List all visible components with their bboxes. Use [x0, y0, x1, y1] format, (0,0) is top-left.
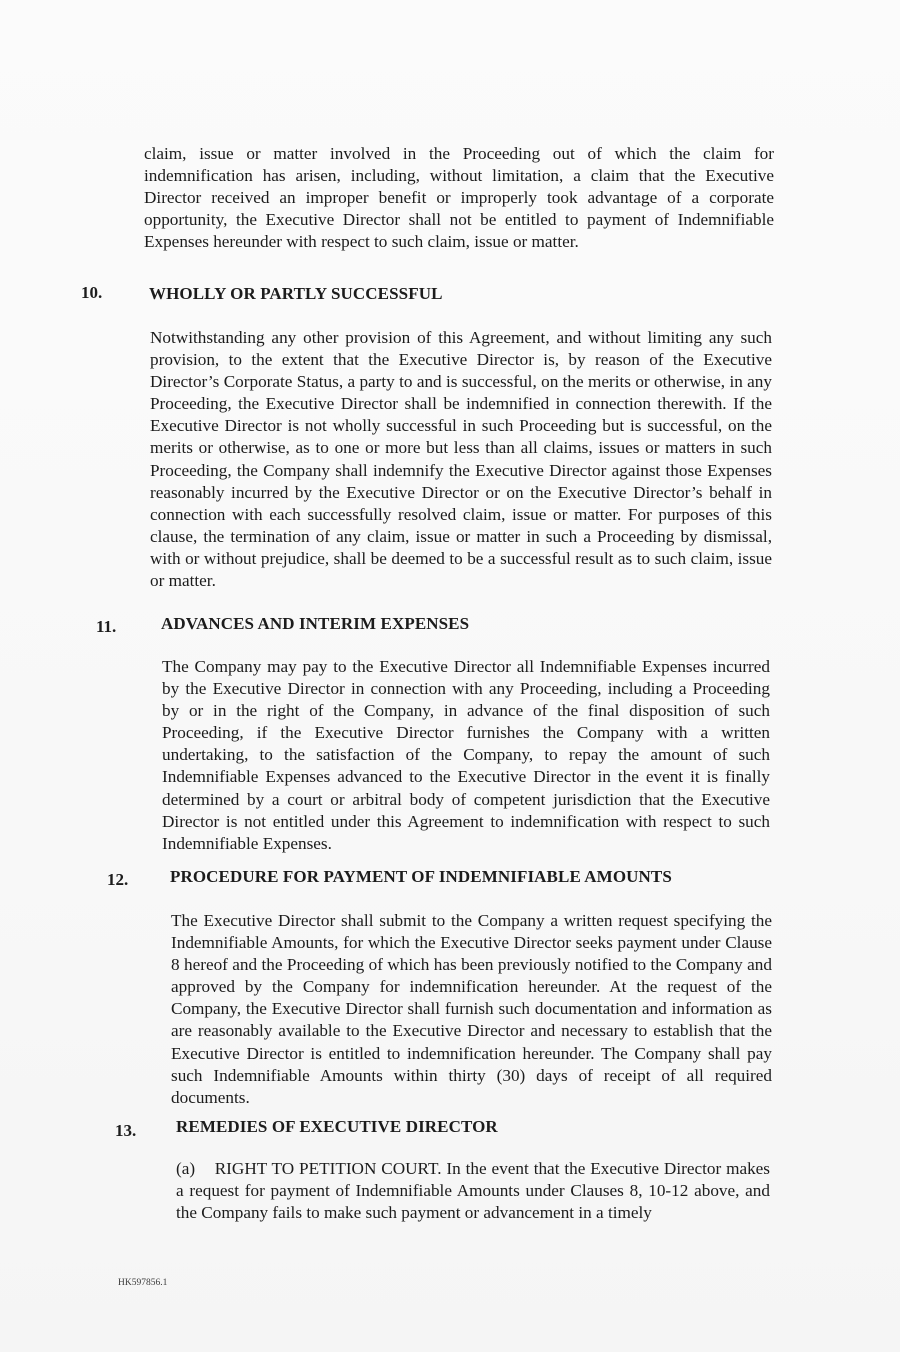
section-10-body: Notwithstanding any other provision of this Agreement, and without limiting any such provision, to the extent that the Executive Director is, by reason of the Executive Director’s Corporate Status, a party to and is successful, on the merits or otherwise, in any Proceeding, the Executive Director shall be indemnified in connection therewith. If the Executive Director is not wholly successful in such Proceeding but is successful, on the merits or otherwise, as to one or more but less than all claims, issues or matters in such Proceeding, the Company shall indemnify the Executive Director against those Expenses reasonably incurred by the Executive Director or on the Executive Director’s behalf in connection with each successfully resolved claim, issue or matter. For purposes of this clause, the termination of any claim, issue or matter in such a Proceeding by dismissal, with or without prejudice, shall be deemed to be a successful result as to such claim, issue or matter.	[150, 328, 772, 591]
section-11-title: ADVANCES AND INTERIM EXPENSES	[161, 614, 470, 633]
section-12-body: The Executive Director shall submit to the Company a written request specifying the Indemnifiable Amounts, for which the Executive Director seeks payment under Clause 8 hereof and the Proceeding of which has been previously notified to the Company and approved by the Company for indemnification hereunder. At the request of the Company, the Executive Director shall furnish such documentation and information as are reasonably available to the Executive Director and necessary to establish that the Executive Director is entitled to indemnification hereunder. The Company shall pay such Indemnifiable Amounts within thirty (30) days of receipt of all required documents.	[171, 911, 772, 1107]
section-12-title: PROCEDURE FOR PAYMENT OF INDEMNIFIABLE AMOUNTS	[170, 867, 672, 886]
section-13-body: (a) RIGHT TO PETITION COURT. In the event that the Executive Director makes a request for payment of Indemnifiable Amounts under Clauses 8, 10-12 above, and the Company fails to make such payment or advancement in a timely	[176, 1159, 775, 1223]
section-11-body: The Company may pay to the Executive Director all Indemnifiable Expenses incurred by the Executive Director in connection with any Proceeding, including a Proceeding by or in the right of the Company, in advance of the final disposition of such Proceeding, if the Executive Director furnishes the Company with a written undertaking, to the satisfaction of the Company, to repay the amount of such Indemnifiable Expenses advanced to the Executive Director in the event it is finally determined by a court or arbitral body of competent jurisdiction that the Executive Director is not entitled under this Agreement to indemnification with respect to such Indemnifiable Expenses.	[162, 657, 770, 853]
section-10-title: WHOLLY OR PARTLY SUCCESSFUL	[149, 284, 443, 303]
document-reference: HK597856.1	[118, 1278, 168, 1288]
section-13-number: 13.	[115, 1121, 137, 1140]
continuation-paragraph: claim, issue or matter involved in the Proceeding out of which the claim for indemnification has arisen, including, without limitation, a claim that the Executive Director received an improper benefit or improperly took advantage of a corporate opportunity, the Executive Director shall not be entitled to payment of Indemnifiable Expenses hereunder with respect to such claim, issue or matter.	[144, 144, 774, 252]
section-10-number: 10.	[81, 283, 103, 302]
section-12-number: 12.	[107, 870, 129, 889]
section-11-number: 11.	[96, 617, 117, 636]
section-13-title: REMEDIES OF EXECUTIVE DIRECTOR	[176, 1117, 498, 1136]
